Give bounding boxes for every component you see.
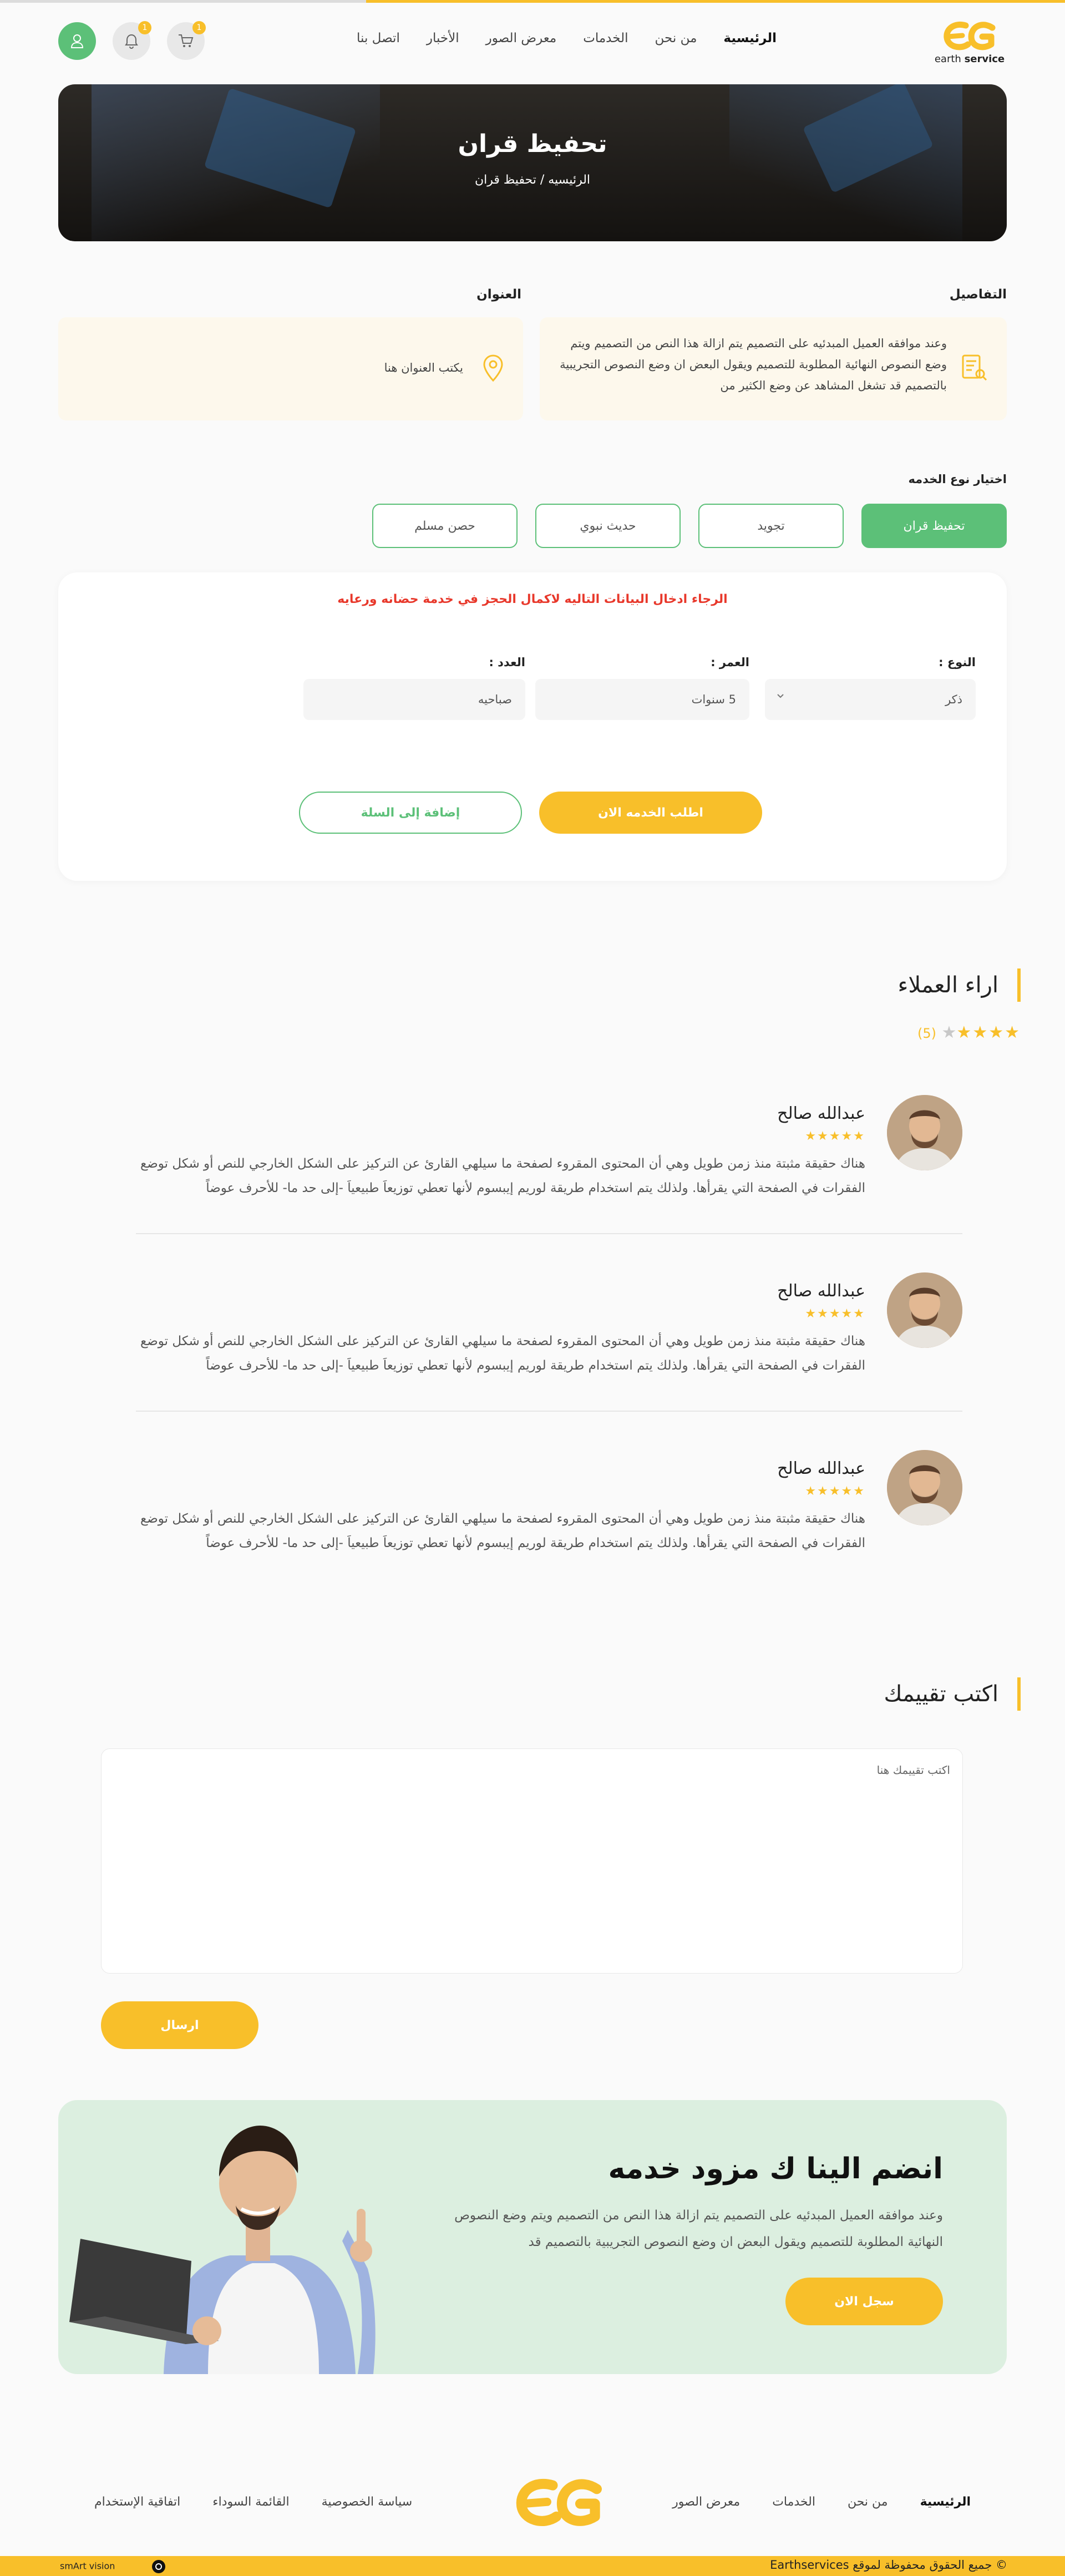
count-label: العدد : <box>489 656 525 669</box>
document-search-icon <box>961 354 988 383</box>
header-actions <box>58 22 205 60</box>
address-label: العنوان <box>476 287 521 302</box>
main-nav <box>357 31 777 45</box>
reviews-title: اراء العملاء <box>898 968 1021 1002</box>
footer-nav-blacklist[interactable]: القائمة السوداء <box>212 2495 290 2509</box>
service-option-tajweed[interactable]: تجويد <box>698 504 844 548</box>
user-icon <box>70 33 84 49</box>
footer-nav-terms[interactable]: اتفاقية الإستخدام <box>94 2495 181 2509</box>
notifications-button[interactable] <box>113 22 150 60</box>
gender-label: النوع : <box>939 656 976 669</box>
age-label: العمر : <box>711 656 749 669</box>
profile-button[interactable] <box>58 22 96 60</box>
review-card <box>136 1259 962 1412</box>
address-card <box>58 317 523 420</box>
chevron-down-icon <box>776 692 785 700</box>
person-photo-icon <box>887 1450 962 1525</box>
nav-about[interactable]: من نحن <box>655 31 697 45</box>
footer-nav-gallery[interactable]: معرض الصور <box>672 2495 741 2509</box>
review-card <box>136 1082 962 1234</box>
review-textarea[interactable]: اكتب تقييمك هنا <box>101 1748 963 1974</box>
review-text: هناك حقيقة مثبتة منذ زمن طويل وهي أن المحتوى المقروء لصفحة ما سيلهي القارئ عن التركيز على الشكل الخارجي للنص أو شكل توضع الفقرات في الصفحة التي يقرأها. ولذلك يتم استخدام طريقة لوريم إيبسوم لأنها تعطي توزيعاَ طبيعياَ -إلى حد ما- للأحرف عوضاً <box>140 1157 865 1195</box>
details-card <box>540 317 1007 420</box>
overall-rating <box>917 1023 1021 1042</box>
cart-icon <box>178 33 194 49</box>
review-text: هناك حقيقة مثبتة منذ زمن طويل وهي أن المحتوى المقروء لصفحة ما سيلهي القارئ عن التركيز على الشكل الخارجي للنص أو شكل توضع الفقرات في الصفحة التي يقرأها. ولذلك يتم استخدام طريقة لوريم إيبسوم لأنها تعطي توزيعاَ طبيعياَ -إلى حد ما- للأحرف عوضاً <box>140 1334 865 1373</box>
rating-stars: ★★★★ <box>956 1023 1021 1042</box>
credit-text: smArt vision <box>60 2560 115 2572</box>
review-stars: ★★★★★ <box>805 1129 865 1143</box>
service-option-hisn-muslim[interactable]: حصن مسلم <box>372 504 518 548</box>
gender-select[interactable] <box>765 679 976 720</box>
service-option-quran-memorization[interactable]: تحفيظ قران <box>861 504 1007 548</box>
form-instruction: الرجاء ادخال البيانات التاليه لاكمال الحجز في خدمة حضانه ورعايه <box>337 592 728 606</box>
rating-empty-star: ★ <box>941 1023 957 1042</box>
copyright-label: جميع الحقوق محفوظة لموقع Earthservices <box>770 2558 992 2572</box>
man-with-laptop-illustration <box>69 2111 402 2374</box>
logo-mark-icon <box>515 2476 604 2529</box>
review-text: هناك حقيقة مثبتة منذ زمن طويل وهي أن المحتوى المقروء لصفحة ما سيلهي القارئ عن التركيز على الشكل الخارجي للنص أو شكل توضع الفقرات في الصفحة التي يقرأها. ولذلك يتم استخدام طريقة لوريم إيبسوم لأنها تعطي توزيعاَ طبيعياَ -إلى حد ما- للأحرف عوضاً <box>140 1512 865 1550</box>
review-divider <box>136 1233 962 1234</box>
count-value: صباحيه <box>478 693 512 706</box>
details-label: التفاصيل <box>949 287 1007 302</box>
gender-value: ذكر <box>945 693 962 706</box>
rating-count: (5) <box>917 1026 936 1041</box>
review-card <box>136 1437 962 1589</box>
footer-nav-services[interactable]: الخدمات <box>772 2495 815 2509</box>
footer-nav-privacy[interactable]: سياسة الخصوصية <box>321 2495 413 2509</box>
reviewer-avatar <box>887 1272 962 1348</box>
nav-home[interactable]: الرئيسية <box>723 31 777 45</box>
copyright-symbol: © <box>996 2558 1007 2572</box>
cart-button[interactable] <box>167 22 205 60</box>
review-stars: ★★★★★ <box>805 1484 865 1498</box>
location-pin-icon <box>482 354 504 383</box>
bell-icon <box>124 33 139 49</box>
service-option-hadith[interactable]: حديث نبوي <box>535 504 681 548</box>
reviewer-avatar <box>887 1450 962 1525</box>
add-to-cart-button[interactable]: إضافة إلى السلة <box>299 792 522 834</box>
footer-nav-main <box>672 2495 971 2509</box>
footer-nav-legal <box>94 2495 412 2509</box>
reviewer-name: عبدالله صالح <box>777 1281 865 1301</box>
submit-review-button[interactable]: ارسال <box>101 2001 258 2049</box>
review-stars: ★★★★★ <box>805 1307 865 1321</box>
site-logo[interactable] <box>934 20 1006 64</box>
cart-badge: 1 <box>192 21 206 34</box>
provider-signup-banner <box>58 2100 1007 2374</box>
nav-services[interactable]: الخدمات <box>583 31 628 45</box>
reviewer-avatar <box>887 1095 962 1170</box>
order-now-button[interactable]: اطلب الخدمه الان <box>539 792 762 834</box>
review-divider <box>136 1411 962 1412</box>
nav-news[interactable]: الأخبار <box>426 31 459 45</box>
developer-credit[interactable] <box>60 2559 166 2574</box>
address-text: يكتب العنوان هنا <box>384 361 463 374</box>
reviewer-name: عبدالله صالح <box>777 1459 865 1478</box>
developer-logo-icon <box>151 2559 166 2574</box>
age-field[interactable] <box>535 679 749 720</box>
service-type-options <box>372 504 1007 548</box>
footer-logo[interactable] <box>515 2476 604 2532</box>
booking-form <box>58 572 1007 881</box>
logo-text: earth service <box>934 53 1005 65</box>
hero-banner <box>58 84 1007 241</box>
nav-gallery[interactable]: معرض الصور <box>485 31 557 45</box>
count-field[interactable] <box>303 679 525 720</box>
person-photo-icon <box>887 1272 962 1348</box>
copyright-text <box>770 2558 1007 2572</box>
write-review-title: اكتب تقييمك <box>884 1677 1021 1711</box>
age-value: 5 سنوات <box>691 693 736 706</box>
details-text: وعند موافقه العميل المبدئيه على التصميم يتم ازالة هذا النص من التصميم ويتم وضع النصوص النهائية المطلوبة للتصميم ويقول البعض ان وضع النصوص التجريبية بالتصميم قد تشغل المشاهد عن وضع الكثير من <box>560 337 947 392</box>
footer-nav-home[interactable]: الرئيسية <box>920 2495 971 2509</box>
breadcrumb: الرئيسيه / تحفيظ قران <box>474 173 591 187</box>
reviewer-name: عبدالله صالح <box>777 1104 865 1123</box>
register-now-button[interactable]: سجل الان <box>785 2278 943 2325</box>
promo-text: وعند موافقه العميل المبدئيه على التصميم يتم ازالة هذا النص من التصميم ويتم وضع النصوص النهائية المطلوبة للتصميم ويقول البعض ان وضع النصوص التجريبية بالتصميم قد <box>454 2208 943 2249</box>
service-type-label: اختيار نوع الخدمه <box>908 473 1007 486</box>
footer-nav-about[interactable]: من نحن <box>847 2495 888 2509</box>
logo-mark-icon <box>944 20 996 52</box>
notification-badge: 1 <box>138 21 151 34</box>
nav-contact[interactable]: اتصل بنا <box>357 31 400 45</box>
page-title: تحفيظ قران <box>458 130 607 158</box>
promo-title: انضم الينا ك مزود خدمه <box>608 2152 943 2185</box>
person-photo-icon <box>887 1095 962 1170</box>
top-progress-line <box>0 0 1065 3</box>
